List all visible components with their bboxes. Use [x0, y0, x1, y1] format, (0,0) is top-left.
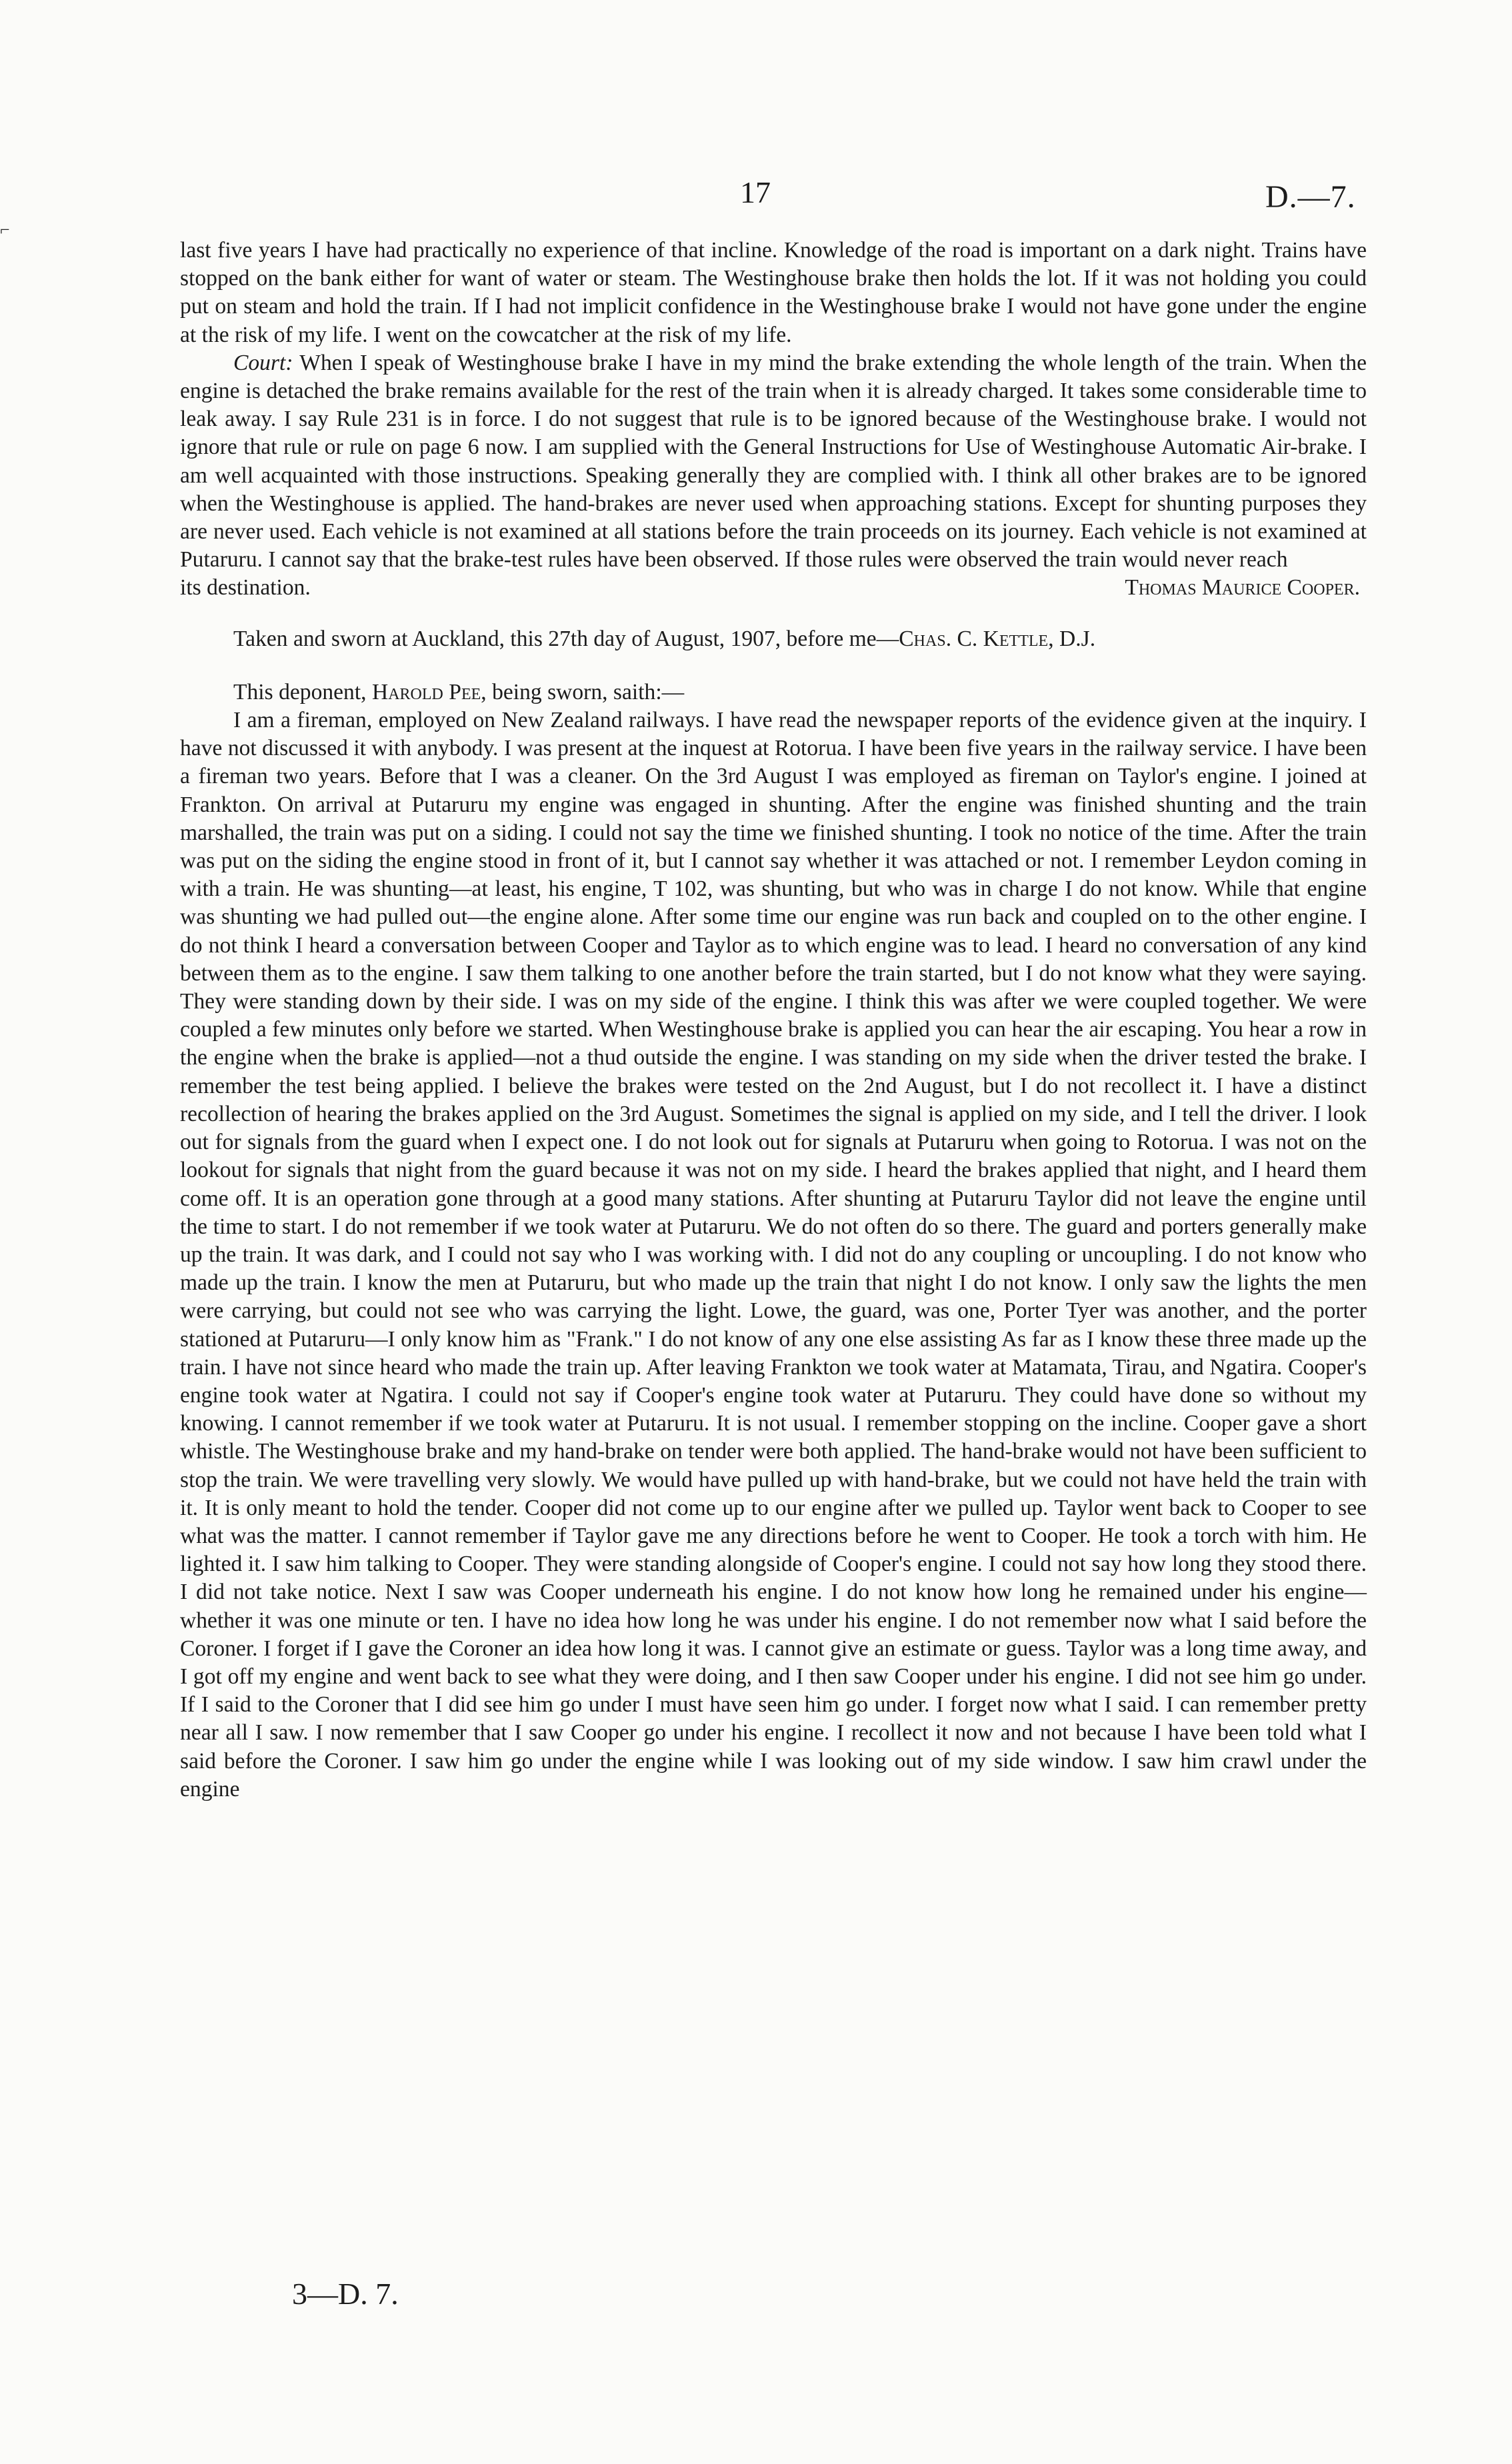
- sworn-text: Taken and sworn at Auckland, this 27th day of August, 1907, before me—: [233, 626, 899, 651]
- witness-signature: Thomas Maurice Cooper.: [1125, 575, 1360, 601]
- document-id: D.—7.: [1265, 179, 1356, 215]
- deponent-intro-suffix: , being sworn, saith:—: [481, 679, 685, 704]
- sworn-suffix: , D.J.: [1048, 626, 1096, 651]
- deponent-intro: [180, 678, 1367, 706]
- sworn-statement: [180, 625, 1367, 653]
- signature-reference: 3—D. 7.: [292, 2277, 399, 2311]
- paragraph-end: its destination.: [180, 575, 311, 601]
- sworn-officer: Chas. C. Kettle: [899, 626, 1049, 651]
- signature-line: [180, 574, 1367, 602]
- court-label: Court:: [233, 350, 293, 375]
- paragraph-pee-testimony: I am a fireman, employed on New Zealand railways. I have read the newspaper reports of the evidence given at the inquiry. I have not discussed it with anybody. I was present at the inquest at Rotorua. I have been five years in the railway service. I have been a fireman two years. Before that I was a cleaner. On the 3rd August I was employed as fireman on Taylor's engine. I joined at Frankton. On arrival at Putaruru my engine was engaged in shunting. After the engine was finished shunting and the train marshalled, the train was put on a siding. I could not say the time we finished shunting. I took no notice of the time. After the train was put on the siding the engine stood in front of it, but I cannot say whether it was attached or not. I remember Leydon coming in with a train. He was shunting—at least, his engine, T 102, was shunting, but who was in charge I do not know. While that engine was shunting we had pulled out—the engine alone. After some time our engine was run back and coupled on to the other engine. I do not think I heard a conversation between Cooper and Taylor as to which engine was to lead. I heard no conversation of any kind between them as to the engine. I saw them talking to one another before the train started, but I do not know what they were saying. They were standing down by their side. I was on my side of the engine. I think this was after we were coupled together. We were coupled a few minutes only before we started. When Westinghouse brake is applied you can hear the air escaping. You hear a row in the engine when the brake is applied—not a thud outside the engine. I was standing on my side when the driver tested the brake. I remember the test being applied. I believe the brakes were tested on the 2nd August, but I do not recollect it. I have a distinct recollection of hearing the brakes applied on the 3rd August. Sometimes the signal is applied on my side, and I tell the driver. I look out for signals from the guard when I expect one. I do not look out for signals at Putaruru when going to Rotorua. I was not on the lookout for signals that night from the guard because it was not on my side. I heard the brakes applied that night, and I heard them come off. It is an operation gone through at a good many stations. After shunting at Putaruru Taylor did not leave the engine until the time to start. I do not remember if we took water at Putaruru. We do not often do so there. The guard and porters generally make up the train. It was dark, and I could not say who I was working with. I did not do any coupling or uncoupling. I do not know who made up the train. I know the men at Putaruru, but who made up the train that night I do not know. I only saw the lights the men were carrying, but could not see who was carrying the light. Lowe, the guard, was one, Porter Tyer was another, and the porter stationed at Putaruru—I only know him as "Frank." I do not know of any one else assisting As far as I know these three made up the train. I have not since heard who made the train up. After leaving Frankton we took water at Matamata, Tirau, and Ngatira. Cooper's engine took water at Ngatira. I could not say if Cooper's engine took water at Putaruru. They could have done so without my knowing. I cannot remember if we took water at Putaruru. It is not usual. I remember stopping on the incline. Cooper gave a short whistle. The Westinghouse brake and my hand-brake on tender were both applied. The hand-brake would not have been sufficient to stop the train. We were travelling very slowly. We would have pulled up with hand-brake, but we could not have held the train with it. It is only meant to hold the tender. Cooper did not come up to our engine after we pulled up. Taylor went back to Cooper to see what was the matter. I cannot remember if Taylor gave me any directions before he went to Cooper. He took a torch with him. He lighted it. I saw him talking to Cooper. They were standing alongside of Cooper's engine. I could not say how long they stood there. I did not take notice. Next I saw was Cooper underneath his engine. I do not know how long he remained under his engine—whether it was one minute or ten. I have no idea how long he was under his engine. I do not remember now what I said before the Coroner. I forget if I gave the Coroner an idea how long it was. I cannot give an estimate or guess. Taylor was a long time away, and I got off my engine and went back to see what they were doing, and I then saw Cooper under his engine. I did not see him go under. If I said to the Coroner that I did see him go under I must have seen him go under. I forget now what I said. I can remember pretty near all I saw. I now remember that I saw Cooper go under his engine. I recollect it now and not because I have been told what I said before the Coroner. I saw him go under the engine while I was looking out of my side window. I saw him crawl under the engine: [180, 708, 1367, 1802]
- margin-mark: ⌐: [0, 220, 10, 239]
- paragraph-cooper-testimony: last five years I have had practically no experience of that incline. Knowledge of the road is important on a dark night. Trains have stopped on the bank either for want of water or steam. The Westinghouse brake then holds the lot. If it was not holding you could put on steam and hold the train. If I had not implicit confidence in the Westinghouse brake I would not have gone under the engine at the risk of my life. I went on the cowcatcher at the risk of my life.: [180, 238, 1367, 347]
- deponent-intro-text: This deponent,: [233, 679, 372, 704]
- paragraph-court: [180, 349, 1367, 575]
- page-number: 17: [740, 175, 771, 209]
- deponent-name: Harold Pee: [371, 679, 481, 704]
- court-text: When I speak of Westinghouse brake I have in my mind the brake extending the whole length of the train. When the engine is detached the brake remains available for the rest of the train when it is already charged. It takes some considerable time to leak away. I say Rule 231 is in force. I do not suggest that rule is to be ignored because of the Westinghouse brake. I would not ignore that rule or rule on page 6 now. I am supplied with the General Instructions for Use of Westinghouse Automatic Air-brake. I am well acquainted with those instructions. Speaking generally they are complied with. I think all other brakes are to be ignored when the Westinghouse is applied. The hand-brakes are never used when approaching stations. Except for shunting purposes they are never used. Each vehicle is not examined at all stations before the train proceeds on its journey. Each vehicle is not examined at Putaruru. I cannot say that the brake-test rules have been observed. If those rules were observed the train would never reach: [180, 350, 1367, 573]
- document-body: [180, 237, 1367, 1804]
